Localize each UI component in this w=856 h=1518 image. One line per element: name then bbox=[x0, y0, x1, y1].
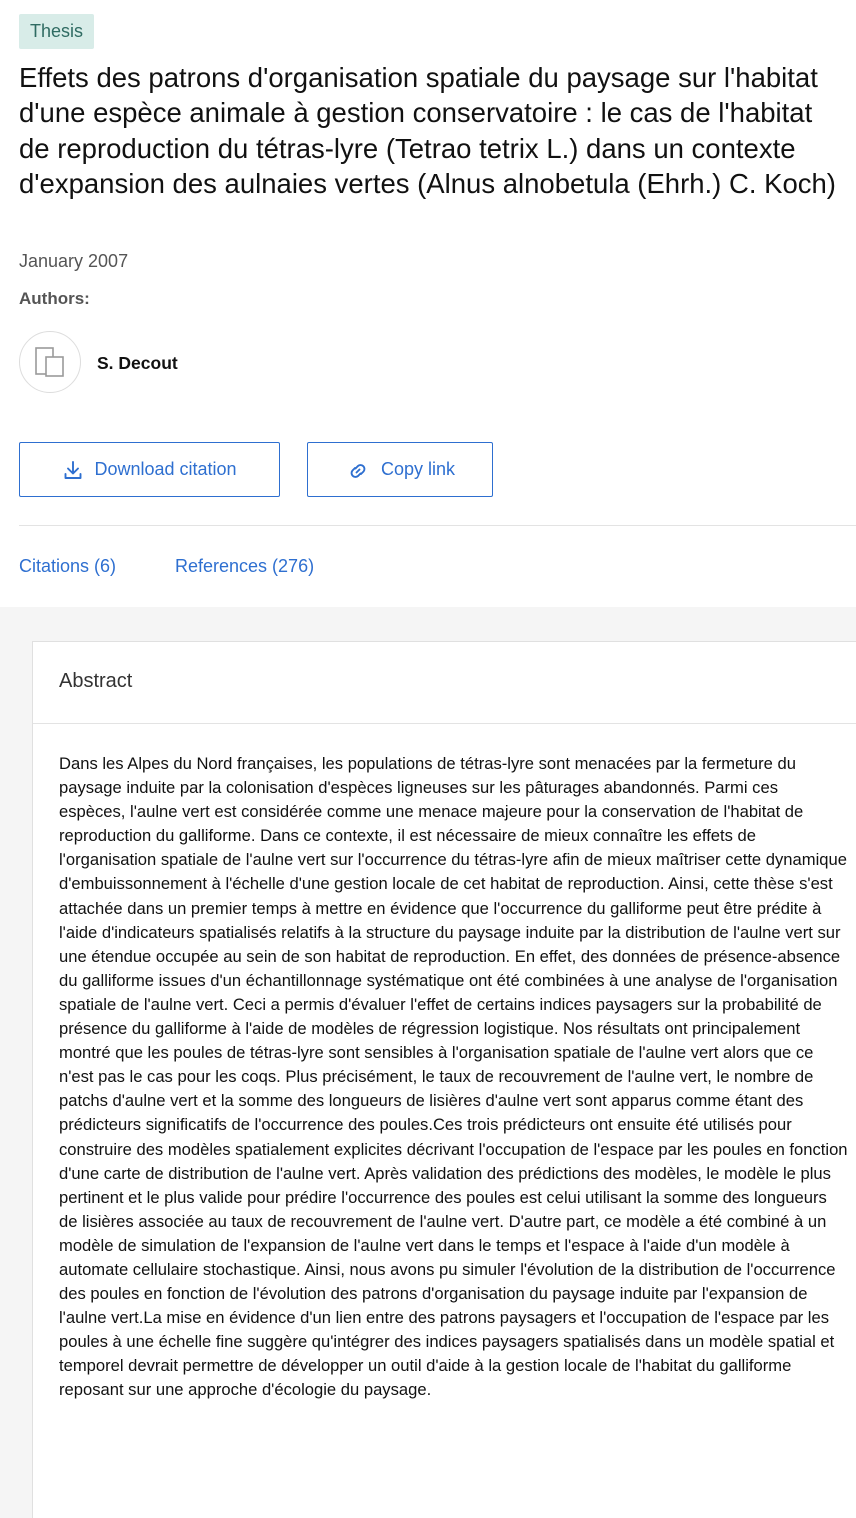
download-citation-button[interactable] bbox=[19, 442, 280, 497]
abstract-heading: Abstract bbox=[33, 642, 856, 724]
tab-citations[interactable]: Citations (6) bbox=[19, 556, 117, 576]
tab-references[interactable]: References (276) bbox=[175, 556, 315, 576]
abstract-text: Dans les Alpes du Nord françaises, les populations de tétras-lyre sont menacées par la fermeture du paysage induite par la colonisation d'espèces ligneuses sur les pâturages abandonnés. Parmi ces espèces, l'aulne vert est considérée comme une menace majeure pour la conservation de l'habitat de reproduction du galliforme. Dans ce contexte, il est nécessaire de mieux connaître les effets de l'organisation spatiale de l'aulne vert sur l'occurrence du tétras-lyre afin de mieux maîtriser cette dynamique d'embuissonnement à l'échelle d'une gestion locale de cet habitat de reproduction. Ainsi, cette thèse s'est attachée dans un premier temps à mettre en évidence que l'occurrence du galliforme peut être prédite à l'aide d'indicateurs spatialisés relatifs à la structure du paysage induite par la distribution de l'aulne vert sur une étendue occupée au sein de son habitat de reproduction. En effet, des données de présence-absence du galliforme issues d'un échantillonnage systématique ont été combinées à une analyse de l'organisation spatiale de l'aulne vert. Ceci a permis d'évaluer l'effet de certains indices paysagers sur la probabilité de présence du galliforme à l'aide de modèles de régression logistique. Nos résultats ont principalement montré que les poules de tétras-lyre sont sensibles à l'organisation spatiale de l'aulne vert alors que ce n'est pas le cas pour les coqs. Plus précisément, le taux de recouvrement de l'aulne vert, le nombre de patchs d'aulne vert et la somme des longueurs de lisières d'aulne vert sont apparus comme étant des prédicteurs significatifs de l'occurrence des poules.Ces trois prédicteurs ont ensuite été utilisés pour construire des modèles spatialement explicites décrivant l'occupation de l'espace par les poules en fonction d'une carte de distribution de l'aulne vert. Après validation des prédictions des modèles, le modèle le plus pertinent et le plus valide pour prédire l'occurrence des poules est celui utilisant la somme des longueurs de lisières associée au taux de recouvrement de l'aulne vert. D'autre part, ce modèle a été combiné à un modèle de simulation de l'expansion de l'aulne vert dans le temps et l'espace à l'aide d'un modèle à automate cellulaire stochastique. Ainsi, nous avons pu simuler l'évolution de la distribution de l'occurrence des poules en fonction de l'évolution des patrons d'organisation du paysage induite par l'expansion de l'aulne vert.La mise en évidence d'un lien entre des patrons paysagers et l'occupation de l'espace par les poules à une échelle fine suggère qu'intégrer des indices paysagers spatialisés dans un modèle spatial et temporel devrait permettre de développer un outil d'aide à la gestion locale de l'habitat du galliforme reposant sur une approche d'écologie du paysage. bbox=[59, 754, 848, 1400]
link-icon bbox=[345, 459, 371, 481]
header-divider bbox=[19, 525, 856, 526]
publication-title: Effets des patrons d'organisation spatiale du paysage sur l'habitat d'une espèce animale à gestion conservatoire : le cas de l'habitat de reproduction du tétras-lyre (Tetrao tetrix L.) dans un contexte d'expansion des aulnaies vertes (Alnus alnobetula (Ehrh.) C. Koch) bbox=[19, 62, 836, 200]
content-area bbox=[0, 607, 856, 1518]
copy-link-label: Copy link bbox=[380, 459, 456, 479]
publication-date: January 2007 bbox=[19, 251, 129, 271]
publication-header bbox=[0, 0, 856, 607]
download-icon bbox=[62, 459, 84, 481]
author-avatar[interactable] bbox=[19, 331, 81, 393]
authors-label: Authors: bbox=[19, 289, 90, 308]
download-citation-label: Download citation bbox=[94, 459, 237, 479]
copy-link-button[interactable] bbox=[307, 442, 493, 497]
publication-type-badge: Thesis bbox=[19, 14, 94, 49]
abstract-card bbox=[32, 641, 856, 1518]
author-name[interactable]: S. Decout bbox=[97, 353, 178, 373]
document-placeholder-icon bbox=[33, 345, 67, 379]
